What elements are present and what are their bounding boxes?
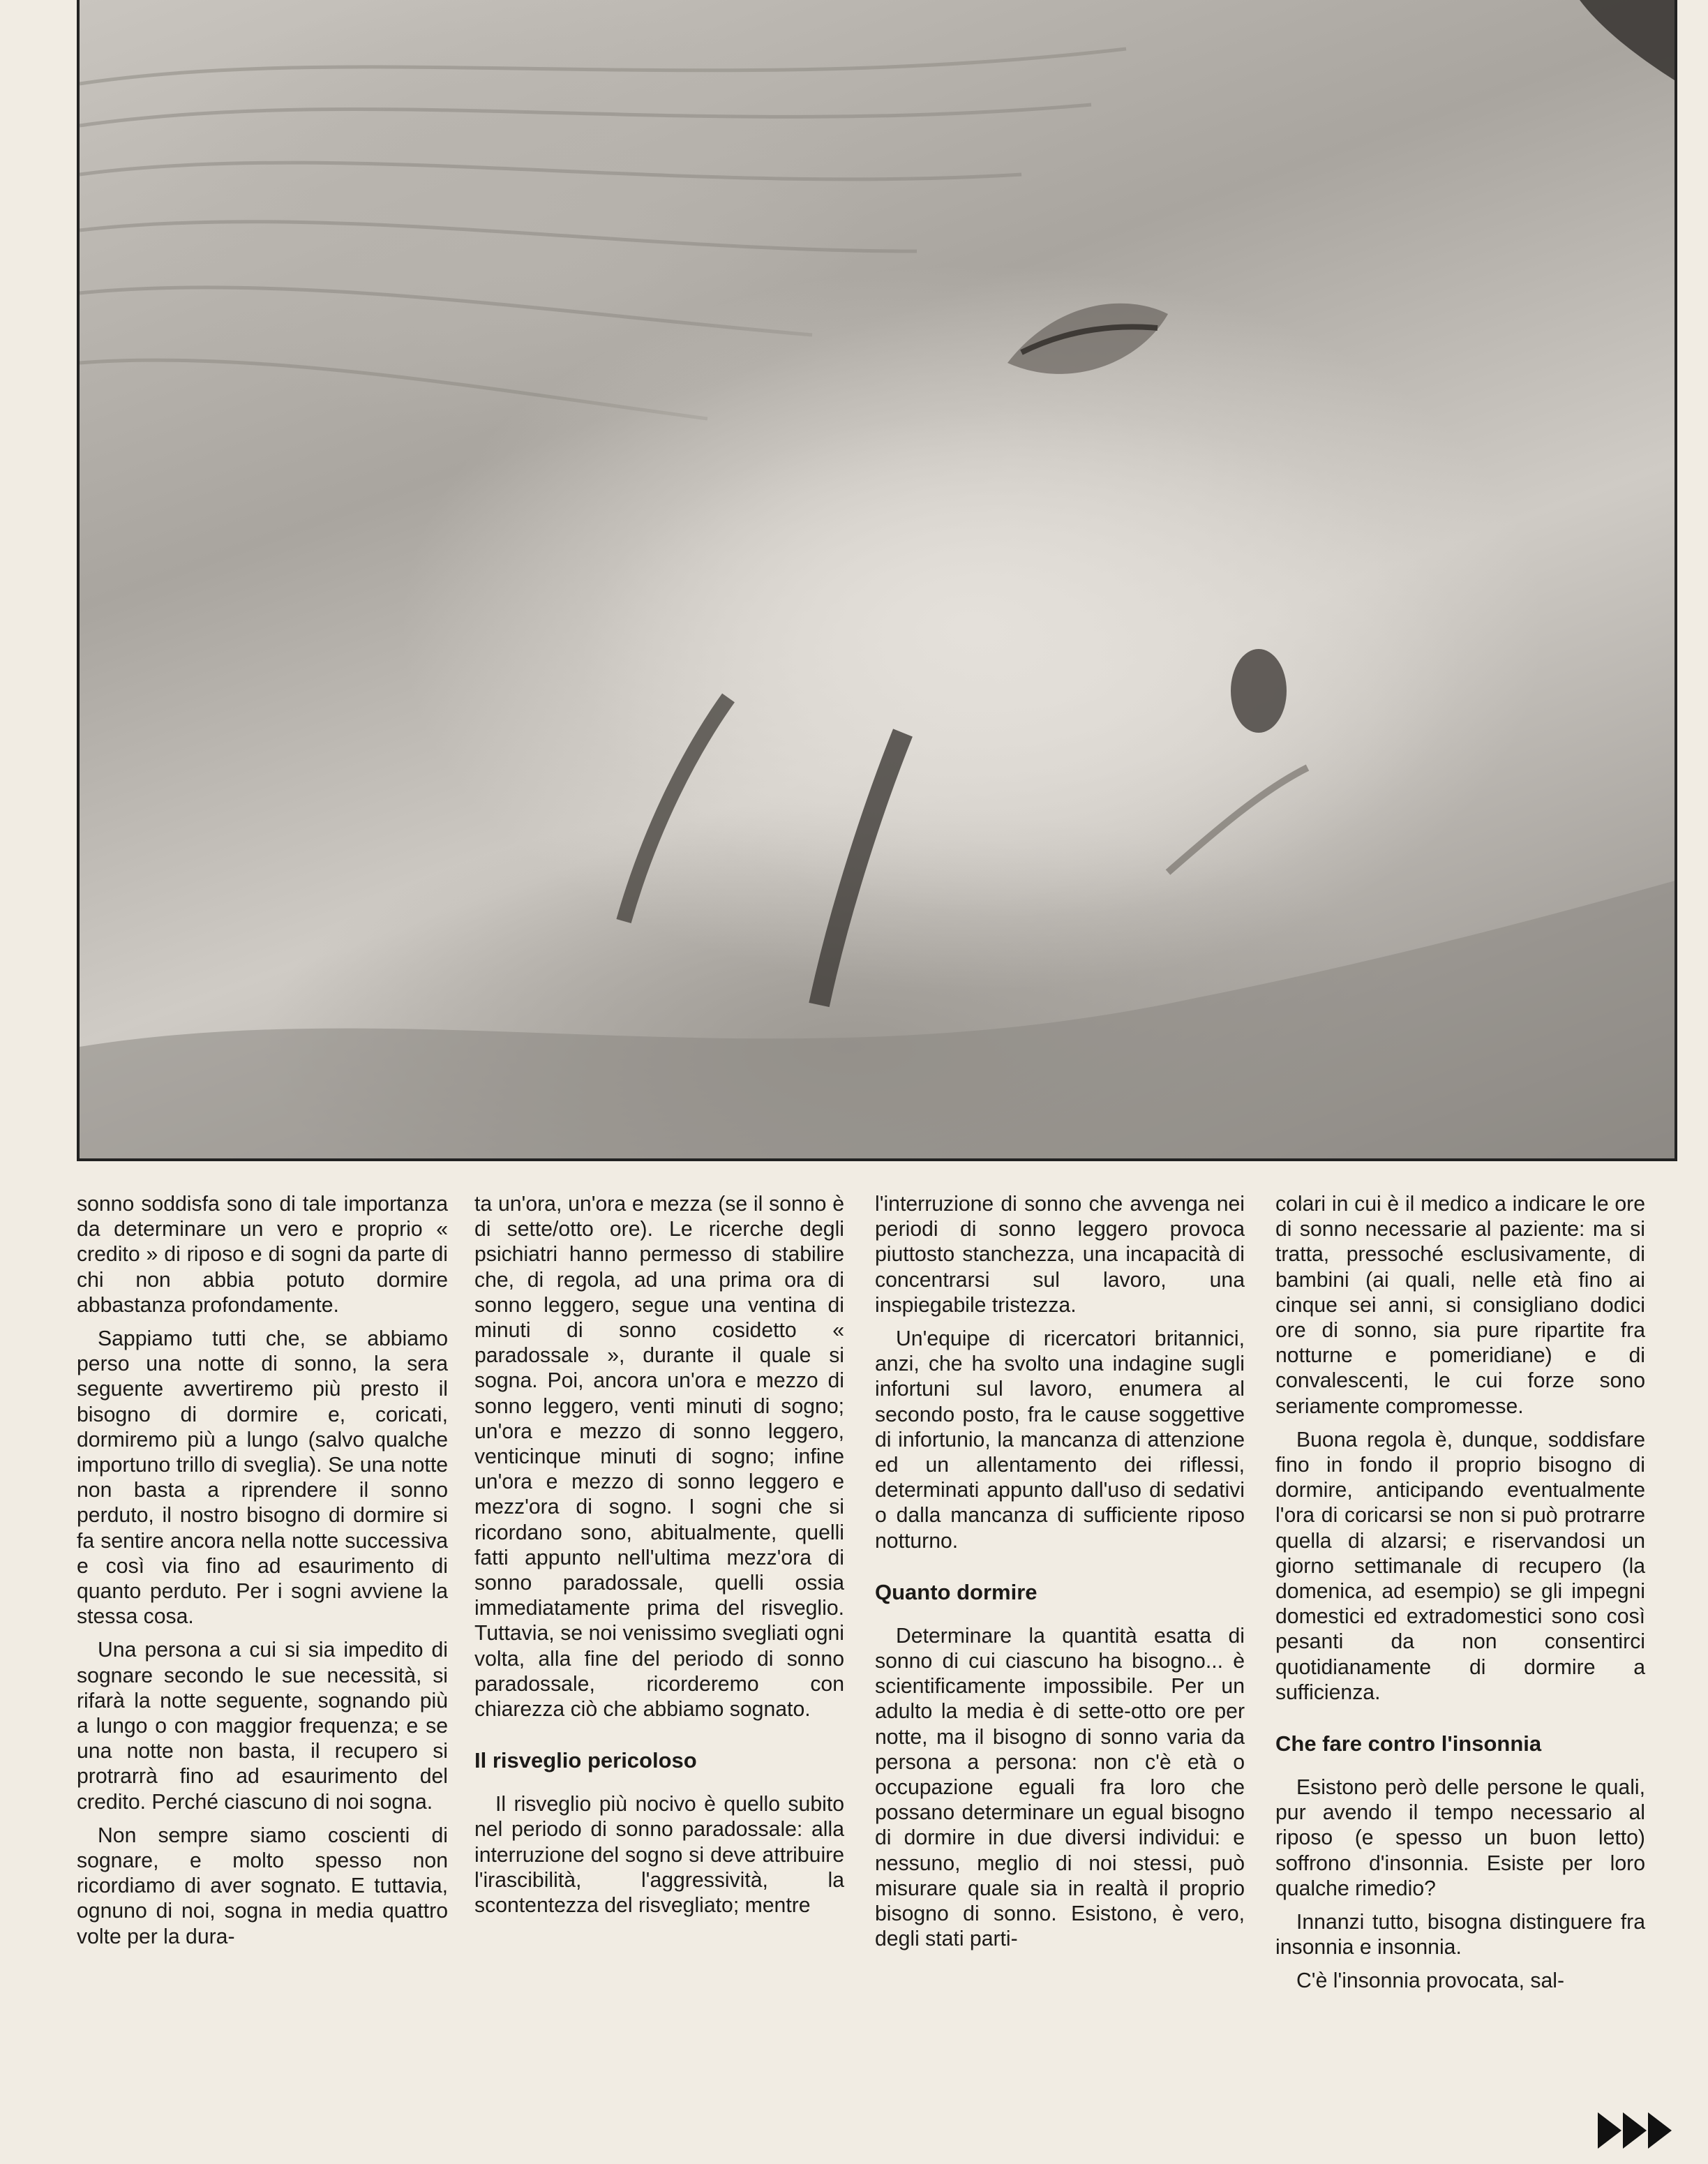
paragraph: l'interruzione di sonno che avvenga nei periodi di sonno leggero provoca piuttosto stanchezza, una incapacità di concentrarsi sul lavoro, una inspiegabile tristezza. <box>875 1193 1245 1317</box>
paragraph: sonno soddisfa sono di tale importanza da determinare un vero e proprio « credito » di riposo e di sogni da parte di chi non abbia potuto dormire abbastanza profondamente. <box>77 1193 448 1317</box>
paragraph: Non sempre siamo coscienti di sognare, e molto spesso non ricordiamo di aver sognato. E tuttavia, ognuno di noi, sogna in media quattro volte per la dura- <box>77 1823 448 1948</box>
paragraph: C'è l'insonnia provocata, sal- <box>1296 1969 1565 1993</box>
paragraph: Il risveglio più nocivo è quello subito nel periodo di sonno paradossale: alla interruzione del sogno si deve attribuire l'irascibilità, l'aggressività, la scontentezza del risvegliato; mentre <box>474 1793 844 1918</box>
paragraph: ta un'ora, un'ora e mezza (se il sonno è di sette/otto ore). Le ricerche degli psichiatri hanno permesso di stabilire che, di regola, ad una prima ora di sonno leggero, segue una ventina di minuti di sonno cosidetto « paradossale », durante il quale si sogna. Poi, ancora un'ora e mezzo di sonno leggero, venti minuti di sogno; un'ora e mezzo di sonno leggero, venticinque minuti di sogno; infine un'ora e mezzo di sonno leggero e mezz'ora di sogno. I sogni che si ricordano sono, abitualmente, quelli fatti appunto nell'ultima mezz'ora di sonno paradossale, quelli ossia immediatamente prima del risveglio. Tuttavia, se noi venissimo svegliati ogni volta, alla fine del periodo di sonno paradossale, ricorderemo con chiarezza ciò che abbiamo sognato. <box>474 1193 844 1722</box>
paragraph: Un'equipe di ricercatori britannici, anzi, che ha svolto una indagine sugli infortuni sul lavoro, enumera al secondo posto, fra le cause soggettive di infortunio, la mancanza di attenzione ed un allentamento dei riflessi, determinati appunto dall'uso di sedativi o dalla mancanza di sufficiente riposo notturno. <box>875 1327 1245 1553</box>
article-column-4 <box>1275 1192 1645 1994</box>
photo-illustration <box>80 0 1677 1161</box>
paragraph: Buona regola è, dunque, soddisfare fino in fondo il proprio bisogno di dormire, anticipando eventualmente l'ora di coricarsi se non si può protrarre quella di alzarsi; e riservandosi un giorno settimanale di recupero (la domenica, ad esempio) se gli impegni domestici ed extradomestici sono così pesanti da non consentirci quotidianamente di dormire a sufficienza. <box>1275 1428 1645 1704</box>
paragraph: colari in cui è il medico a indicare le ore di sonno necessarie al paziente: ma si tratta, pressoché esclusivamente, di bambini (ai quali, nelle età fino ai cinque sei anni, si consigliano dodici ore di sonno, sia pure ripartite fra notturne e pomeridiane) e di convalescenti, le cui forze sono seriamente compromesse. <box>1275 1193 1645 1418</box>
paragraph: Determinare la quantità esatta di sonno di cui ciascuno ha bisogno... è scientificamente impossibile. Per un adulto la media è di sette-otto ore per notte, ma il bisogno di sonno varia da persona a persona: non c'è età o occupazione eguali fra loro che possano determinare un egual bisogno di dormire in due diversi individui: e nessuno, meglio di noi stessi, può misurare quale sia in realtà il proprio bisogno di sonno. Esistono, è vero, degli stati parti- <box>875 1624 1245 1951</box>
section-heading: Il risveglio pericoloso <box>474 1748 697 1773</box>
article-column-2 <box>474 1192 844 1918</box>
section-heading: Che fare contro l'insonnia <box>1275 1731 1542 1756</box>
paragraph: Sappiamo tutti che, se abbiamo perso una notte di sonno, la sera seguente avvertiremo più presto il bisogno di dormire e, coricati, dormiremo più a lungo (salvo qualche importuno trillo di sveglia). Se una notte non basta a riprendere il sonno perduto, il nostro bisogno di dormire si fa sentire ancora nella notte successiva e così via fino ad esaurimento di quanto perduto. Per i sogni avviene la stessa cosa. <box>77 1327 448 1629</box>
paragraph: Esistono però delle persone le quali, pur avendo il tempo necessario al riposo (e spesso un buon letto) soffrono d'insonnia. Esiste per loro qualche rimedio? <box>1275 1776 1645 1900</box>
article-photo <box>77 0 1677 1161</box>
article-column-3 <box>875 1192 1245 1952</box>
paragraph: Una persona a cui si sia impedito di sognare secondo le sue necessità, si rifarà la notte seguente, sognando più a lungo o con maggior frequenza; e se una notte non basta, il recupero si protrarrà fino ad esaurimento del credito. Perché ciascuno di noi sogna. <box>77 1639 448 1814</box>
continue-arrows-icon <box>1598 2112 1672 2149</box>
article-column-1 <box>77 1192 448 1950</box>
section-heading: Quanto dormire <box>875 1579 1037 1604</box>
paragraph: Innanzi tutto, bisogna distinguere fra insonnia e insonnia. <box>1275 1911 1645 1960</box>
